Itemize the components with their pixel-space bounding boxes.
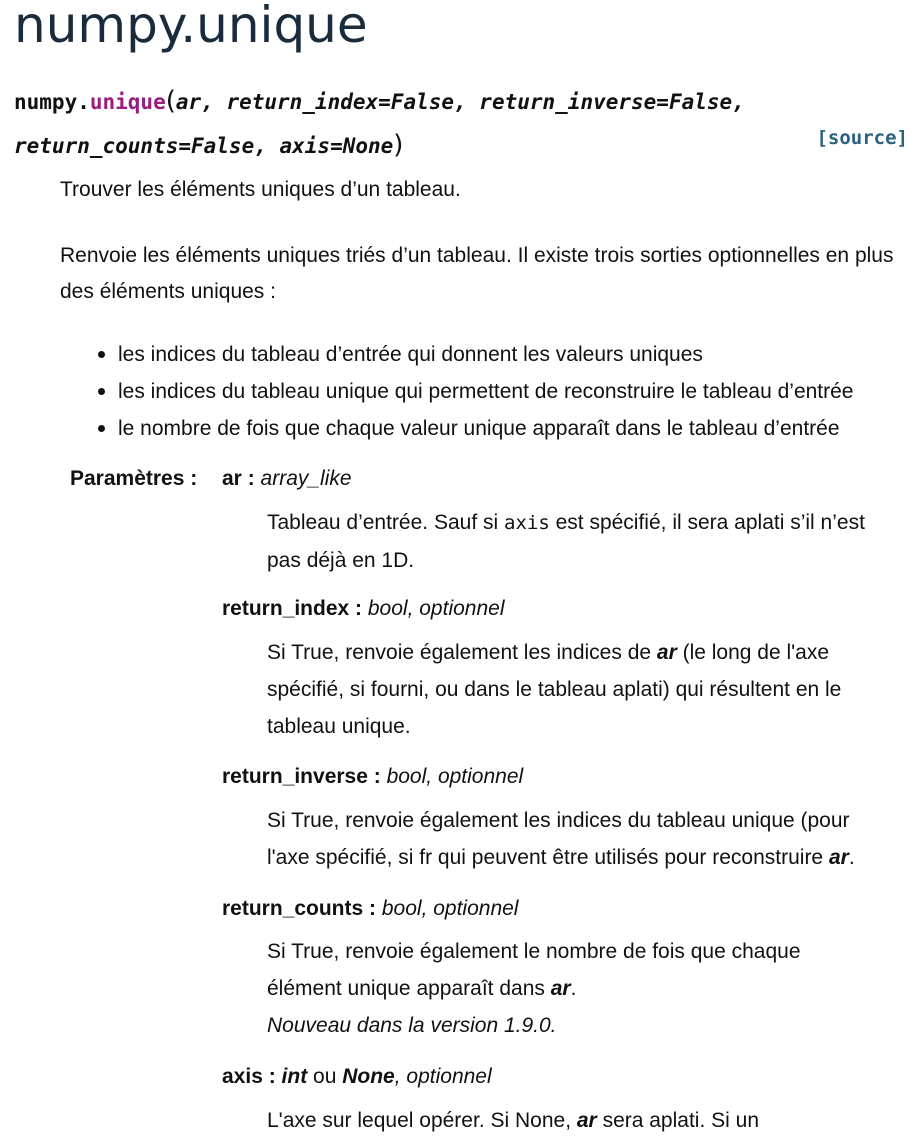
list-item: les indices du tableau d’entrée qui donnent les valeurs uniques — [60, 336, 853, 373]
description-text: Renvoie les éléments uniques triés d’un tableau. Il existe trois sorties optionnelles en plus des éléments uniques : — [60, 244, 894, 303]
desc-text: Si True, renvoie également les indices de — [267, 641, 657, 664]
param-ref-ar: ar — [576, 1109, 597, 1132]
page-title: numpy.unique — [14, 0, 368, 54]
param-ar-description — [267, 504, 912, 579]
param-type: bool, optionnel — [367, 597, 505, 620]
desc-text: . — [570, 977, 577, 1000]
param-return-index-description — [267, 634, 912, 745]
function-name: unique — [89, 90, 166, 114]
summary-text: Trouver les éléments uniques d’un tableau. — [60, 178, 461, 201]
param-axis-description — [267, 1102, 912, 1139]
desc-text: est spécifié, il sera aplati s’il n’est — [549, 511, 865, 534]
param-type-none: None — [342, 1065, 395, 1088]
param-sep: : — [349, 597, 368, 620]
signature-args-line-2: return_counts=False, axis=None — [14, 134, 394, 158]
desc-text: Si True, renvoie également les indices du tableau unique (pour — [267, 809, 850, 832]
param-ar-header — [222, 461, 352, 497]
signature-args-line-1: ar, return_index=False, return_inverse=False, — [175, 90, 745, 114]
param-type-or: ou — [307, 1065, 343, 1088]
desc-text: pas déjà en 1D. — [267, 549, 415, 572]
param-axis-header — [222, 1059, 492, 1095]
desc-text: . — [848, 846, 855, 869]
function-signature-line-1 — [14, 86, 745, 116]
list-item: le nombre de fois que chaque valeur unique apparaît dans le tableau d’entrée — [60, 410, 853, 447]
version-note: Nouveau dans la version 1.9.0. — [267, 1014, 557, 1037]
param-name: ar — [222, 467, 242, 490]
param-return-index-header — [222, 591, 505, 627]
list-item: les indices du tableau unique qui permettent de reconstruire le tableau d’entrée — [60, 373, 853, 410]
param-return-inverse-header — [222, 759, 523, 795]
param-ref-ar: ar — [656, 641, 677, 664]
output-list — [60, 336, 853, 447]
module-name: numpy. — [14, 90, 90, 114]
param-ref-ar: ar — [828, 846, 849, 869]
param-sep: : — [262, 1065, 282, 1088]
desc-text: l'axe spécifié, si fr qui peuvent être utilisés pour reconstruire — [267, 846, 829, 869]
param-sep: : — [241, 467, 261, 490]
close-paren: ) — [393, 130, 404, 160]
desc-text: Si True, renvoie également le nombre de fois que chaque — [267, 940, 801, 963]
function-signature-line-2 — [14, 130, 403, 160]
open-paren: ( — [165, 86, 176, 116]
param-name: return_inverse — [222, 765, 368, 788]
param-name: axis — [222, 1065, 263, 1088]
param-type-rest: , optionnel — [394, 1065, 492, 1088]
param-type: bool, optionnel — [386, 765, 524, 788]
param-return-counts-description — [267, 933, 912, 1044]
param-type-int: int — [281, 1065, 308, 1088]
param-type: array_like — [260, 467, 352, 490]
desc-text: (le long de l'axe — [676, 641, 830, 664]
parameters-label: Paramètres : — [70, 467, 198, 490]
desc-text: L'axe sur lequel opérer. Si None, — [267, 1109, 577, 1132]
param-return-inverse-description — [267, 802, 912, 876]
param-sep: : — [367, 765, 387, 788]
param-name: return_index — [222, 597, 350, 620]
desc-text: sera aplati. Si un — [596, 1109, 759, 1132]
source-link[interactable]: [source] — [816, 127, 908, 149]
desc-text: élément unique apparaît dans — [267, 977, 551, 1000]
desc-text: Tableau d’entrée. Sauf si — [267, 511, 504, 534]
param-name: return_counts — [222, 897, 364, 920]
desc-text: spécifié, si fourni, ou dans le tableau aplati) qui résultent en le — [267, 678, 842, 701]
desc-text: tableau unique. — [267, 715, 411, 738]
param-type: bool, optionnel — [381, 897, 519, 920]
inline-code-axis: axis — [504, 512, 550, 534]
param-sep: : — [363, 897, 382, 920]
param-ref-ar: ar — [550, 977, 571, 1000]
param-return-counts-header — [222, 891, 518, 927]
